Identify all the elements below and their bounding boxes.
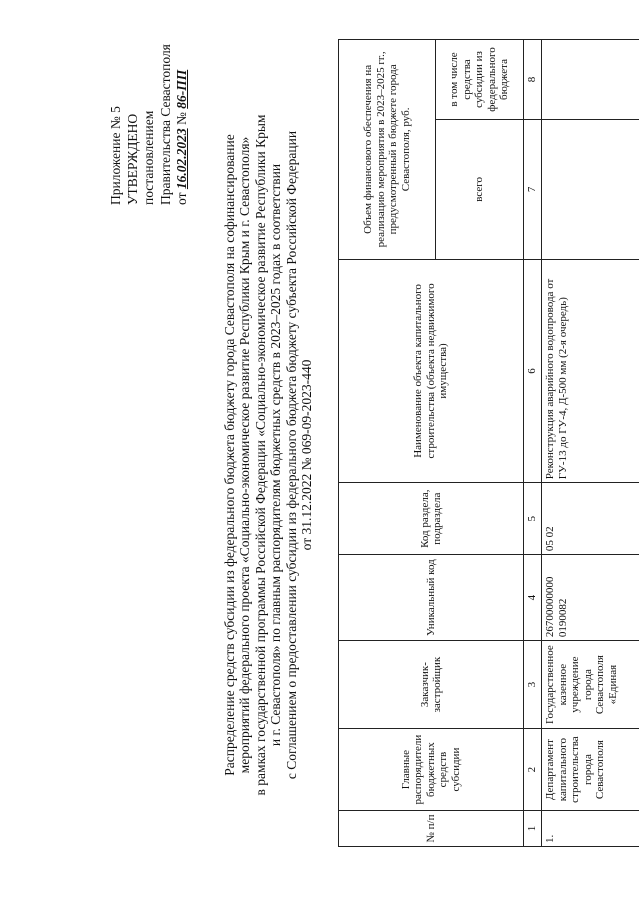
- approved-label: УТВЕРЖДЕНО: [124, 113, 140, 205]
- header-number: № п/п: [339, 811, 524, 847]
- column-number: 7: [524, 120, 542, 260]
- table-header-row: [339, 40, 436, 847]
- document-title: [222, 95, 314, 815]
- title-line: от 31.12.2022 № 069-09-2023-440: [299, 359, 315, 551]
- column-number-row: [524, 40, 542, 847]
- subsidy-distribution-table: [338, 39, 639, 847]
- approval-date: 16.02.2023: [174, 128, 189, 190]
- header-financing-volume: Объем финансового обеспечения на реализацию мероприятия в 2023–2025 гг., предусмотренный в бюджете города Севастополя, руб.: [339, 40, 436, 260]
- title-line: с Соглашением о предоставлении субсидии из федерального бюджета бюджету субъекта Российской Федерации: [283, 130, 299, 780]
- approval-date-line: [174, 5, 191, 205]
- column-number: 5: [524, 483, 542, 555]
- row-customer-developer: Государственное казенное учреждение города Севастополя «Единая: [542, 641, 639, 729]
- title-line: мероприятий федерального проекта «Социально-экономическое развитие Республики Крым и г. Севастополя»: [237, 136, 253, 774]
- title-line: в рамках государственной программы Российской Федерации «Социально-экономическое развитие Республики Крым: [252, 114, 268, 796]
- date-prefix: от: [174, 192, 189, 205]
- government-label: Правительства Севастополя: [157, 44, 173, 205]
- title-line: Распределение средств субсидии из федерального бюджета бюджету города Севастополя на софинансирование: [222, 134, 237, 776]
- column-number: 6: [524, 259, 542, 483]
- column-number: 8: [524, 40, 542, 120]
- approval-stamp-block: [108, 5, 191, 205]
- row-object-name: Реконструкция аварийного водопровода от ГУ-13 до ГУ-4, Д-500 мм (2-я очередь): [542, 259, 639, 483]
- row-number: 1.: [542, 811, 639, 847]
- table-row: [542, 40, 639, 847]
- header-budget-managers: Главные распорядители бюджетных средств субсидии: [339, 729, 524, 811]
- header-federal-subsidy: в том числе средства субсидии из федерального бюджета: [436, 40, 524, 120]
- column-number: 2: [524, 729, 542, 811]
- header-object-name: Наименование объекта капитального строительства (объекта недвижимого имущества): [339, 259, 524, 483]
- header-unique-code: Уникальный код: [339, 555, 524, 641]
- row-total: [542, 120, 639, 260]
- column-number: 3: [524, 641, 542, 729]
- row-budget-manager: Департамент капитального строительства города Севастополя: [542, 729, 639, 811]
- row-federal-subsidy: [542, 40, 639, 120]
- header-customer-developer: Заказчик-застройщик: [339, 641, 524, 729]
- title-line: и г. Севастополя» по главным распорядителям бюджетных средств в 2023–2025 годах в соответствии: [268, 163, 284, 747]
- row-unique-code: 26700000000 0190082: [542, 555, 639, 641]
- header-section-code: Код раздела, подраздела: [339, 483, 524, 555]
- number-prefix: №: [174, 112, 189, 126]
- header-total: всего: [436, 120, 524, 260]
- row-section-code: 05 02: [542, 483, 639, 555]
- column-number: 4: [524, 555, 542, 641]
- approval-number: 86-ПП: [174, 69, 189, 109]
- appendix-number: Приложение № 5: [108, 106, 123, 205]
- column-number: 1: [524, 811, 542, 847]
- resolution-label: постановлением: [141, 110, 156, 205]
